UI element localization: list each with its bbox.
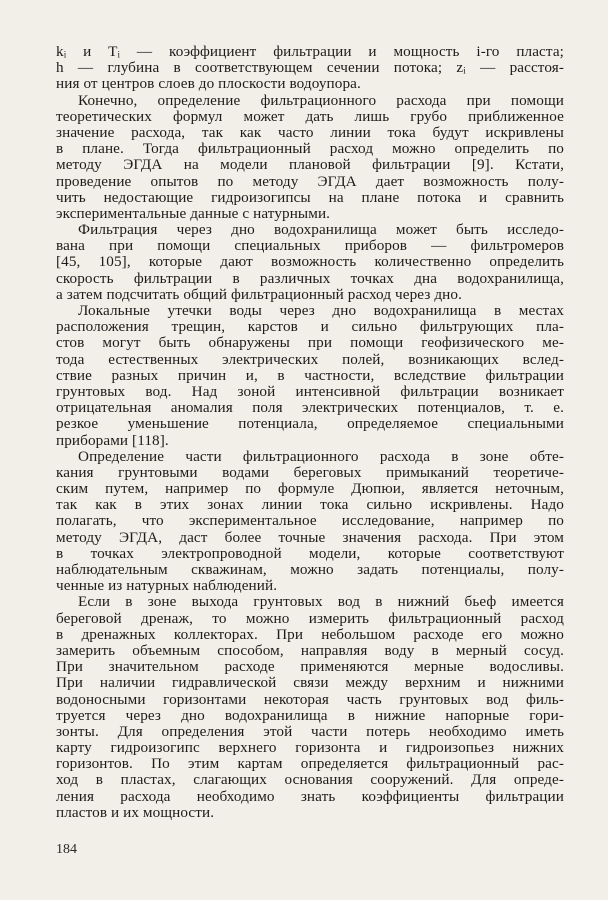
- text-line: Фильтрация через дно водохранилища может быть исследо-: [78, 221, 564, 239]
- text-line: вана при помощи специальных приборов — фильтромеров: [56, 237, 564, 255]
- text-line: приборами [118].: [56, 431, 169, 449]
- text-line: наблюдательным скважинам, можно задать потенциалы, полу-: [56, 561, 564, 578]
- text-line: ским путем, например по формуле Дюпюи, является неточным,: [56, 480, 564, 498]
- text-line: в точках электропроводной модели, которые соответствуют: [56, 544, 564, 562]
- paragraph: [56, 93, 564, 223]
- text-line: проведение опытов по методу ЭГДА дает возможность полу-: [56, 172, 564, 190]
- paragraph: [56, 303, 564, 449]
- paragraph: [56, 594, 564, 821]
- page-text: [56, 44, 564, 821]
- text-line: При наличии гидравлической связи между верхним и нижними: [56, 674, 564, 692]
- text-line: отрицательная аномалия поля электрических потенциалов, т. е.: [56, 399, 564, 417]
- text-line: методу ЭГДА, даст более точные значения расхода. При этом: [56, 528, 564, 546]
- text-line: горизонтов. По этим картам определяется фильтрационный рас-: [56, 755, 564, 773]
- text-line: Если в зоне выхода грунтовых вод в нижний бьеф имеется: [78, 593, 564, 611]
- text-line: теоретических формул может дать лишь грубо приближенное: [56, 107, 564, 125]
- page-number: 184: [56, 842, 77, 857]
- text-line: карту гидроизогипс верхнего горизонта и гидроизопьез нижних: [56, 739, 564, 757]
- paragraph: [56, 44, 564, 93]
- text-line: пластов и их мощности.: [56, 803, 215, 821]
- text-line: кания грунтовыми водами береговых примыканий теоретиче-: [56, 463, 564, 481]
- text-line: резкое уменьшение потенциала, определяемое специальными: [56, 415, 564, 433]
- text-line: в дренажных коллекторах. При небольшом расходе его можно: [56, 625, 564, 643]
- text-line: а затем подсчитать общий фильтрационный расход через дно.: [56, 285, 462, 303]
- text-line: чить недостающие гидроизогипсы на плане потока и сравнить: [56, 188, 564, 206]
- text-line: расположения трещин, карстов и сильно фильтрующих пла-: [56, 318, 564, 336]
- text-line: ченные из натурных наблюдений.: [56, 577, 278, 595]
- text-line: h — глубина в соответствующем сечении потока; zᵢ — расстоя-: [56, 59, 564, 77]
- text-line: полагать, что экспериментальное исследование, например по: [56, 512, 564, 530]
- text-line: ход в пластах, слагающих основания сооружений. Для опреде-: [56, 771, 564, 789]
- text-line: методу ЭГДА на модели плановой фильтрации [9]. Кстати,: [56, 156, 564, 174]
- paragraph: [56, 222, 564, 303]
- text-line: грунтовых вод. Над зоной интенсивной фильтрации возникает: [56, 382, 564, 400]
- text-line: зонты. Для определения этой части потерь необходимо иметь: [56, 722, 564, 740]
- text-line: Локальные утечки воды через дно водохранилища в местах: [78, 302, 564, 319]
- text-line: скорость фильтрации в различных точках дна водохранилища,: [56, 269, 564, 287]
- text-line: ствие разных причин и, в частности, вследствие фильтрации: [56, 366, 564, 384]
- text-line: стов могут быть обнаружены при помощи геофизического ме-: [56, 334, 564, 352]
- text-line: в плане. Тогда фильтрационный расход можно определить по: [56, 140, 564, 158]
- text-line: ления расхода необходимо знать коэффициенты фильтрации: [56, 787, 564, 805]
- paragraph: [56, 449, 564, 595]
- text-line: kᵢ и Tᵢ — коэффициент фильтрации и мощность i-го пласта;: [56, 43, 564, 60]
- text-line: экспериментальные данные с натурными.: [56, 204, 331, 222]
- text-line: тода естественных электрических полей, возникающих вслед-: [56, 350, 564, 368]
- text-line: замерить объемным способом, направляя воду в мерный сосуд.: [56, 641, 564, 659]
- text-line: При значительном расходе применяются мерные водосливы.: [56, 658, 564, 676]
- text-line: водоносными горизонтами некоторая часть грунтовых вод филь-: [56, 690, 564, 708]
- text-line: [45, 105], которые дают возможность количественно определить: [56, 253, 564, 271]
- text-line: Конечно, определение фильтрационного расхода при помощи: [78, 91, 564, 109]
- text-line: значение расхода, так как часто линии тока будут искривлены: [56, 123, 564, 141]
- text-line: Определение части фильтрационного расхода в зоне обте-: [78, 447, 564, 465]
- text-line: труется через дно водохранилища в нижние напорные гори-: [56, 706, 564, 724]
- text-line: так как в этих зонах линии тока сильно искривлены. Надо: [56, 496, 564, 514]
- text-line: береговой дренаж, то можно измерить фильтрационный расход: [56, 609, 564, 627]
- text-line: ния от центров слоев до плоскости водоупора.: [56, 75, 361, 93]
